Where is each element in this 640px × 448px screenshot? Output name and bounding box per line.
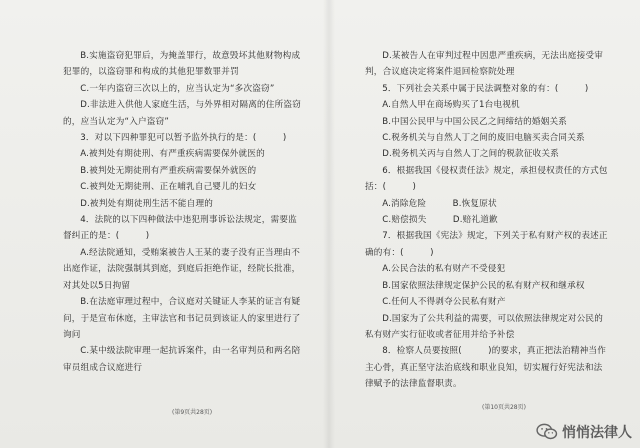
question-paragraph: B.被判处无期徒刑有严重疾病需要保外就医的 bbox=[80, 165, 257, 176]
question-paragraph: A.公民合法的私有财产不受侵犯 bbox=[382, 264, 506, 275]
wechat-icon bbox=[536, 423, 558, 441]
question-paragraph: B.国家依照法律规定保护公民的私有财产权和继承权 bbox=[382, 280, 585, 291]
question-paragraph: C.一年内盗窃三次以上的，应当认定为“多次盗窃” bbox=[80, 83, 275, 94]
question-paragraph: D.税务机关丙与自然人丁之间的税款征收关系 bbox=[382, 149, 560, 160]
question-paragraph: C.某中级法院审理一起抗诉案件，由一名审判员和两名陪审员组成合议庭进行 bbox=[63, 346, 301, 373]
question-paragraph: C.税务机关与自然人丁之间的废旧电脑买卖合同关系 bbox=[382, 133, 585, 144]
question-paragraph: D.非法进入供他人家庭生活，与外界相对隔离的住所盗窃的，应当认定为“入户盗窃” bbox=[63, 100, 301, 127]
right-page-number: (第10页共28页) bbox=[482, 404, 526, 411]
left-page-number: (第9页共28页) bbox=[172, 409, 213, 416]
question-paragraph: 6．根据我国《侵权责任法》规定，承担侵权责任的方式包括：( ) bbox=[365, 165, 608, 193]
right-page-text bbox=[365, 48, 610, 393]
question-paragraph: C.任何人不得剥夺公民私有财产 bbox=[382, 297, 506, 308]
page-binding-shadow bbox=[323, 0, 335, 448]
watermark-text: 悄悄法律人 bbox=[562, 425, 632, 441]
question-paragraph: 7．根据我国《宪法》规定，下列关于私有财产权的表述正确的有：( ) bbox=[365, 231, 608, 258]
question-paragraph: C.赔偿损失 D.赔礼道歉 bbox=[382, 215, 498, 226]
question-paragraph: A.被判处有期徒刑、有严重疾病需要保外就医的 bbox=[80, 149, 265, 160]
question-paragraph: 8．检察人员要按照( )的要求，真正把法治精神当作主心骨，真正坚守法治底线和职业良知，切实履行好宪法和法律赋予的法律监督职责。 bbox=[365, 346, 607, 390]
question-paragraph: 3．对以下四种罪犯可以暂予监外执行的是：( ) bbox=[80, 133, 287, 144]
question-paragraph: D.国家为了公共利益的需要，可以依照法律规定对公民的私有财产实行征收或者征用并给予补偿 bbox=[365, 313, 603, 340]
question-paragraph: D.被判处有期徒刑生活不能自理的 bbox=[80, 198, 214, 209]
question-paragraph: A.消除危险 B.恢复原状 bbox=[382, 198, 497, 209]
left-page-text bbox=[63, 48, 305, 376]
question-paragraph: B.实施盗窃犯罪后，为掩盖罪行，故意毁坏其他财物构成犯罪的，以盗窃罪和构成的其他犯罪数罪并罚 bbox=[63, 51, 301, 78]
question-paragraph: B.中国公民甲与中国公民乙之间缔结的婚姻关系 bbox=[382, 116, 568, 127]
watermark bbox=[536, 422, 632, 442]
question-paragraph: A.自然人甲在商场购买了1台电视机 bbox=[382, 100, 520, 111]
question-paragraph: 5．下列社会关系中属于民法调整对象的有：( ) bbox=[382, 83, 589, 94]
question-paragraph: C.被判处无期徒刑、正在哺乳自己婴儿的妇女 bbox=[80, 182, 257, 193]
question-paragraph: A.经法院通知，受贿案被告人王某的妻子没有正当理由不出庭作证，法院强制其到庭，到庭后拒绝作证，经院长批准，对其处以5日拘留 bbox=[63, 247, 301, 291]
question-paragraph: 4．法院的以下四种做法中违犯刑事诉讼法规定，需要监督纠正的是：( ) bbox=[63, 215, 297, 242]
question-paragraph: B.在法庭审理过程中，合议庭对关键证人李某的证言有疑问，于是宣布休庭，主审法官和书记员到该证人的家里进行了询问 bbox=[63, 297, 301, 340]
question-paragraph: D.某被告人在审判过程中因患严重疾病，无法出庭接受审判，合议庭决定将案件退回检察院处理 bbox=[365, 51, 603, 78]
